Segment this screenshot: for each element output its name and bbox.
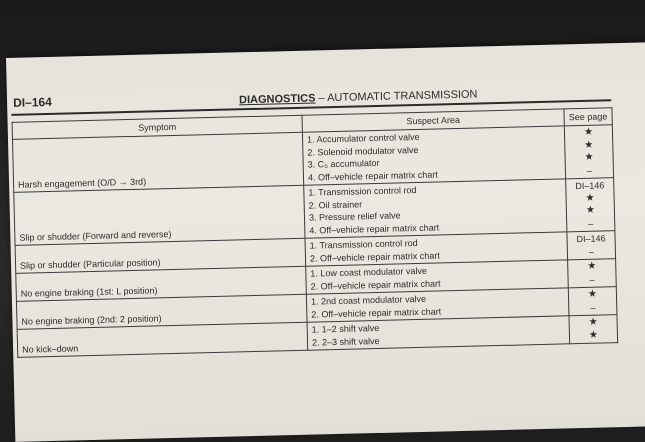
suspect-area-item: 1. Transmission control rod bbox=[309, 237, 418, 251]
suspect-area-item: 1. Transmission control rod bbox=[308, 185, 417, 198]
see-page-cell bbox=[566, 178, 615, 232]
suspect-area-item: 3. Pressure relief valve bbox=[308, 210, 401, 223]
suspect-area-item: 2. Off–vehicle repair matrix chart bbox=[309, 249, 440, 264]
symptom-cell: No engine braking (1st: L position) bbox=[16, 266, 307, 301]
suspect-area-item: 1. Low coast modulator valve bbox=[310, 265, 428, 279]
symptom-cell: Slip or shudder (Forward and reverse) bbox=[14, 185, 305, 245]
suspect-area-item: 1. 1–2 shift valve bbox=[311, 322, 380, 335]
page-reference: – bbox=[589, 274, 595, 285]
suspect-area-item: 2. Off–vehicle repair matrix chart bbox=[310, 277, 441, 292]
table-body bbox=[12, 125, 617, 358]
see-page-cell bbox=[568, 287, 617, 316]
symptom-cell: No engine braking (2nd: 2 position) bbox=[16, 294, 307, 329]
star-reference: ★ bbox=[584, 151, 594, 163]
column-header-symptom: Symptom bbox=[12, 115, 302, 139]
suspect-area-item: 4. Off–vehicle repair matrix chart bbox=[309, 221, 440, 236]
suspect-area-item: 1. 2nd coast modulator valve bbox=[310, 293, 427, 307]
suspect-area-cell bbox=[304, 179, 567, 238]
see-page-cell bbox=[569, 315, 618, 344]
subsection-title: AUTOMATIC TRANSMISSION bbox=[326, 88, 478, 105]
page-reference: DI–146 bbox=[576, 233, 606, 245]
suspect-area-item: 4. Off–vehicle repair matrix chart bbox=[307, 168, 438, 183]
suspect-area-item: 2. Solenoid modulator valve bbox=[307, 144, 419, 158]
section-title: DIAGNOSTICS bbox=[238, 92, 316, 107]
star-reference: ★ bbox=[584, 139, 594, 151]
suspect-area-cell bbox=[307, 316, 570, 350]
page-code: DI–164 bbox=[12, 94, 52, 110]
star-reference: ★ bbox=[587, 260, 597, 272]
manual-page bbox=[6, 42, 645, 442]
diagnostics-table bbox=[12, 107, 619, 358]
symptom-cell: Harsh engagement (O/D → 3rd) bbox=[12, 132, 303, 192]
header-separator: – bbox=[318, 92, 325, 105]
see-page-cell bbox=[567, 231, 616, 260]
see-page-cell bbox=[564, 125, 613, 179]
symptom-cell: No kick–down bbox=[17, 322, 308, 357]
page-reference: DI–146 bbox=[575, 180, 605, 192]
column-header-see-page: See page bbox=[564, 108, 612, 126]
page-reference: – bbox=[588, 218, 594, 229]
see-page-cell bbox=[568, 259, 617, 288]
suspect-area-cell bbox=[302, 126, 565, 185]
column-header-suspect-area: Suspect Area bbox=[302, 109, 564, 132]
suspect-area-item: 2. Oil strainer bbox=[308, 198, 363, 211]
star-reference: ★ bbox=[585, 192, 595, 204]
suspect-area-item: 2. 2–3 shift valve bbox=[311, 335, 380, 348]
star-reference: ★ bbox=[583, 126, 594, 138]
page-reference: – bbox=[590, 302, 596, 313]
symptom-cell: Slip or shudder (Particular position) bbox=[15, 238, 306, 273]
star-reference: ★ bbox=[587, 288, 598, 300]
star-reference: ★ bbox=[585, 204, 596, 216]
suspect-area-item: 3. C₀ accumulator bbox=[307, 157, 380, 170]
suspect-area-item: 1. Accumulator control valve bbox=[306, 131, 420, 145]
star-reference: ★ bbox=[588, 329, 599, 341]
page-reference: – bbox=[588, 246, 595, 257]
suspect-area-item: 2. Off–vehicle repair matrix chart bbox=[311, 305, 442, 320]
page-reference: – bbox=[586, 165, 593, 176]
star-reference: ★ bbox=[588, 316, 598, 328]
